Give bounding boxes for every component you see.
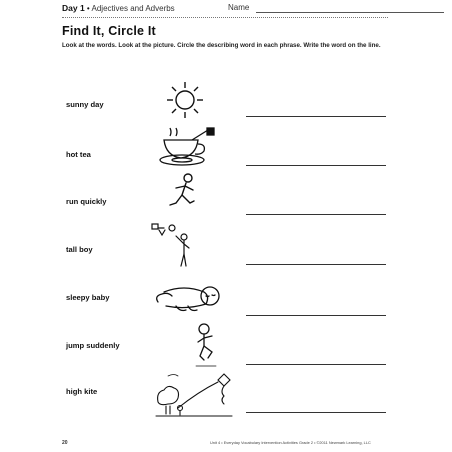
page-number: 20 (62, 440, 68, 446)
phrase-sunny-day[interactable]: sunny day (66, 100, 104, 109)
header-bullet: • (86, 4, 90, 13)
answer-line-5[interactable] (246, 315, 386, 316)
footer-credit: Unit 4 • Everyday Vocabulary Intervention Activities Grade 2 • ©2011 Newmark Learning, LLC (210, 440, 371, 445)
phrase-high-kite[interactable]: high kite (66, 387, 98, 396)
answer-line-7[interactable] (246, 412, 386, 413)
header-divider (62, 17, 388, 18)
day-label: Day 1 (62, 3, 85, 13)
name-field-line[interactable] (256, 12, 444, 13)
answer-line-2[interactable] (246, 165, 386, 166)
phrase-tall-boy[interactable]: tall boy (66, 245, 93, 254)
answer-line-3[interactable] (246, 214, 386, 215)
tall-boy-basketball-icon (150, 222, 200, 272)
answer-line-6[interactable] (246, 364, 386, 365)
sleeping-baby-icon (152, 280, 226, 314)
phrase-run-quickly[interactable]: run quickly (66, 197, 107, 206)
answer-line-4[interactable] (246, 264, 386, 265)
name-label: Name (228, 3, 250, 12)
running-child-icon (164, 172, 204, 216)
teacup-icon (156, 124, 226, 168)
kite-tree-icon (154, 372, 234, 418)
worksheet-header (62, 3, 388, 17)
jumping-child-icon (190, 322, 230, 368)
phrase-sleepy-baby[interactable]: sleepy baby (66, 293, 110, 302)
answer-line-1[interactable] (246, 116, 386, 117)
sun-icon (162, 80, 208, 120)
phrase-hot-tea[interactable]: hot tea (66, 150, 91, 159)
phrase-jump-suddenly[interactable]: jump suddenly (66, 341, 120, 350)
instructions: Look at the words. Look at the picture. Circle the describing word in each phrase. Write the word on the line. (62, 42, 381, 49)
topic-label: Adjectives and Adverbs (91, 4, 175, 13)
page-title: Find It, Circle It (62, 24, 156, 38)
